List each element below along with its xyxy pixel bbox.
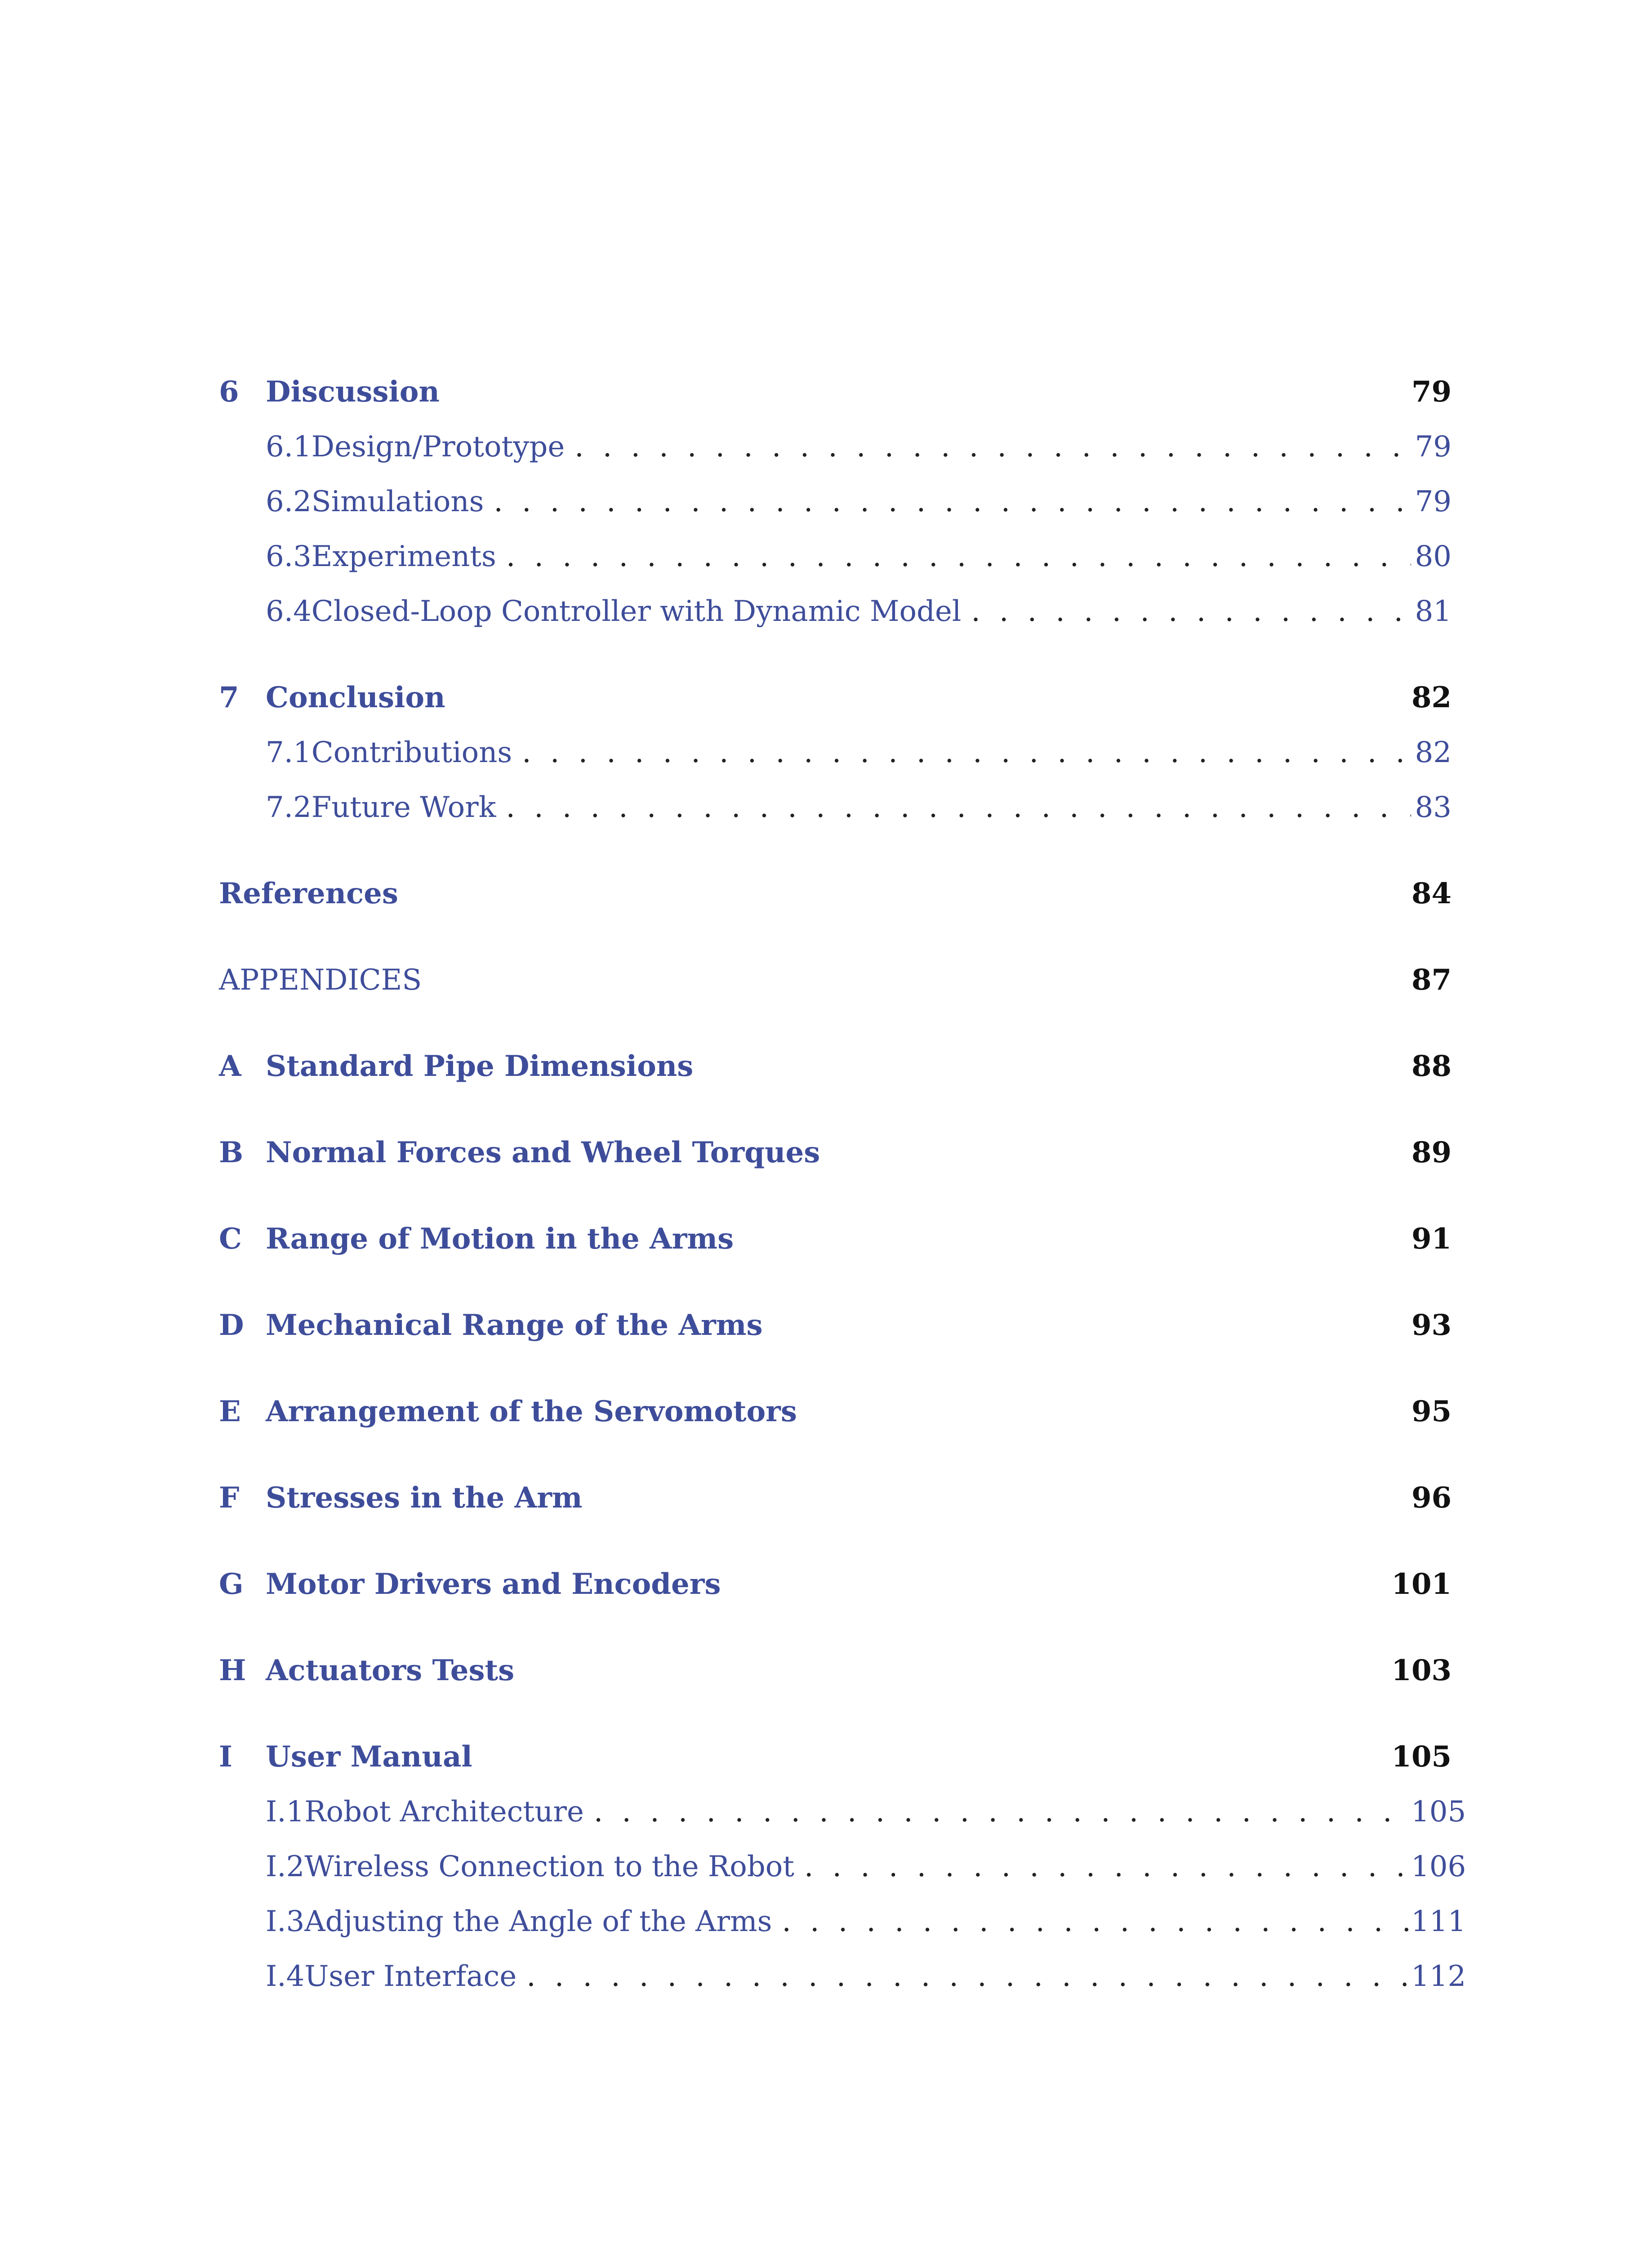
toc-subentry-number: I.4 [266,1960,305,1993]
toc-entry-page: 84 [1411,877,1452,910]
toc-entry[interactable] [219,1044,1452,1089]
toc-entry-title[interactable]: Discussion [266,375,440,409]
dot-leader [496,785,1412,830]
toc-subentry[interactable] [219,534,1452,579]
toc-subentry[interactable] [219,730,1452,775]
toc-entry-number: E [219,1395,241,1428]
toc-subentry-page: 111 [1411,1905,1466,1938]
toc-subentry-title[interactable]: Design/Prototype [311,430,565,464]
toc-subentry-page: 81 [1415,595,1452,628]
toc-entry[interactable] [219,1476,1452,1521]
toc-entry-page: 101 [1391,1567,1452,1601]
toc-subentry-number: 7.1 [266,736,312,769]
toc-subentry[interactable] [219,785,1452,830]
dot-leader [565,424,1411,469]
toc-entry-number: 6 [219,375,239,409]
dot-leader [584,1789,1411,1834]
toc-entry-page: 89 [1411,1136,1452,1169]
toc-entry[interactable] [219,1562,1452,1607]
toc-entry-title[interactable]: Conclusion [266,681,445,714]
toc-entry-page: 87 [1411,963,1452,997]
toc-entry-page: 79 [1411,375,1452,409]
toc-entry-title[interactable]: Mechanical Range of the Arms [266,1308,763,1342]
toc-entry-page: 96 [1411,1481,1452,1515]
toc-subentry-title[interactable]: Contributions [311,736,512,769]
toc-entry-title[interactable]: User Manual [266,1740,472,1774]
toc-entry[interactable] [219,370,1452,415]
toc-entry-number: I [219,1740,232,1774]
toc-subentry-number: I.1 [266,1795,305,1829]
toc-subentry-number: 6.4 [266,595,312,628]
toc-subentry-page: 80 [1415,540,1452,573]
toc-subentry[interactable] [219,424,1452,469]
toc-entry-page: 93 [1411,1308,1452,1342]
toc-entry-page: 82 [1411,681,1452,714]
toc-subentry-number: 6.3 [266,540,312,573]
toc-subentry[interactable] [219,1844,1466,1889]
toc-entry[interactable] [219,958,1452,1003]
toc-entry-number: H [219,1654,246,1687]
toc-subentry-page: 83 [1415,791,1452,824]
toc-subentry-title[interactable]: Future Work [311,791,496,824]
toc-entry-title[interactable]: Standard Pipe Dimensions [266,1049,694,1083]
toc-entry-title[interactable]: Motor Drivers and Encoders [266,1567,721,1601]
toc-entry-page: 88 [1411,1049,1452,1083]
toc-entry-number: G [219,1567,244,1601]
toc-subentry-page: 106 [1411,1850,1466,1883]
toc-subentry-page: 82 [1415,736,1452,769]
toc-entry[interactable] [219,1217,1452,1262]
toc-entry-title[interactable]: APPENDICES [219,963,422,997]
toc-subentry-number: 6.1 [266,430,312,464]
dot-leader [961,589,1411,634]
toc-entry-page: 95 [1411,1395,1452,1428]
dot-leader [512,730,1411,775]
toc-entry[interactable] [219,1389,1452,1434]
toc-entry-title[interactable]: Range of Motion in the Arms [266,1222,734,1256]
toc-entry-title[interactable]: Arrangement of the Servomotors [266,1395,797,1428]
toc-subentry-title[interactable]: Robot Architecture [304,1795,584,1829]
toc-entry-number: F [219,1481,240,1515]
dot-leader [484,479,1411,524]
toc-subentry-page: 79 [1415,485,1452,518]
toc-entry-page: 91 [1411,1222,1452,1256]
toc-entry-title[interactable]: References [219,877,398,910]
dot-leader [794,1844,1411,1889]
toc-subentry-page: 112 [1411,1960,1466,1993]
toc-entry-number: B [219,1136,244,1169]
toc-subentry[interactable] [219,1954,1466,1999]
toc-entry[interactable] [219,675,1452,720]
toc-subentry-number: I.2 [266,1850,305,1883]
toc-entry[interactable] [219,1130,1452,1175]
toc-subentry-number: I.3 [266,1905,305,1938]
toc-entry-title[interactable]: Actuators Tests [266,1654,515,1687]
toc-subentry-title[interactable]: Closed-Loop Controller with Dynamic Model [311,595,962,628]
toc-entry-page: 103 [1391,1654,1452,1687]
toc-entry[interactable] [219,1735,1452,1780]
toc-subentry-number: 7.2 [266,791,312,824]
toc-subentry-number: 6.2 [266,485,312,518]
toc-entry[interactable] [219,1648,1452,1693]
toc-entry-number: D [219,1308,244,1342]
toc-subentry-title[interactable]: Adjusting the Angle of the Arms [304,1905,772,1938]
toc-subentry[interactable] [219,1789,1466,1834]
dot-leader [496,534,1411,579]
toc-subentry-title[interactable]: Wireless Connection to the Robot [304,1850,794,1883]
toc-subentry[interactable] [219,1899,1466,1944]
toc-entry-page: 105 [1391,1740,1452,1774]
toc-subentry[interactable] [219,589,1452,634]
toc-subentry-page: 105 [1411,1795,1466,1829]
toc-entry-number: 7 [219,681,239,714]
toc-entry-title[interactable]: Stresses in the Arm [266,1481,583,1515]
toc-entry-number: C [219,1222,242,1256]
toc-subentry-page: 79 [1415,430,1452,464]
toc-subentry-title[interactable]: Simulations [311,485,484,518]
toc-entry[interactable] [219,871,1452,916]
dot-leader [517,1954,1411,1999]
toc-entry-title[interactable]: Normal Forces and Wheel Torques [266,1136,820,1169]
toc-subentry-title[interactable]: User Interface [304,1960,517,1993]
toc-subentry[interactable] [219,479,1452,524]
toc-entry-number: A [219,1049,241,1083]
toc-entry[interactable] [219,1303,1452,1348]
toc-subentry-title[interactable]: Experiments [311,540,496,573]
dot-leader [772,1899,1411,1944]
